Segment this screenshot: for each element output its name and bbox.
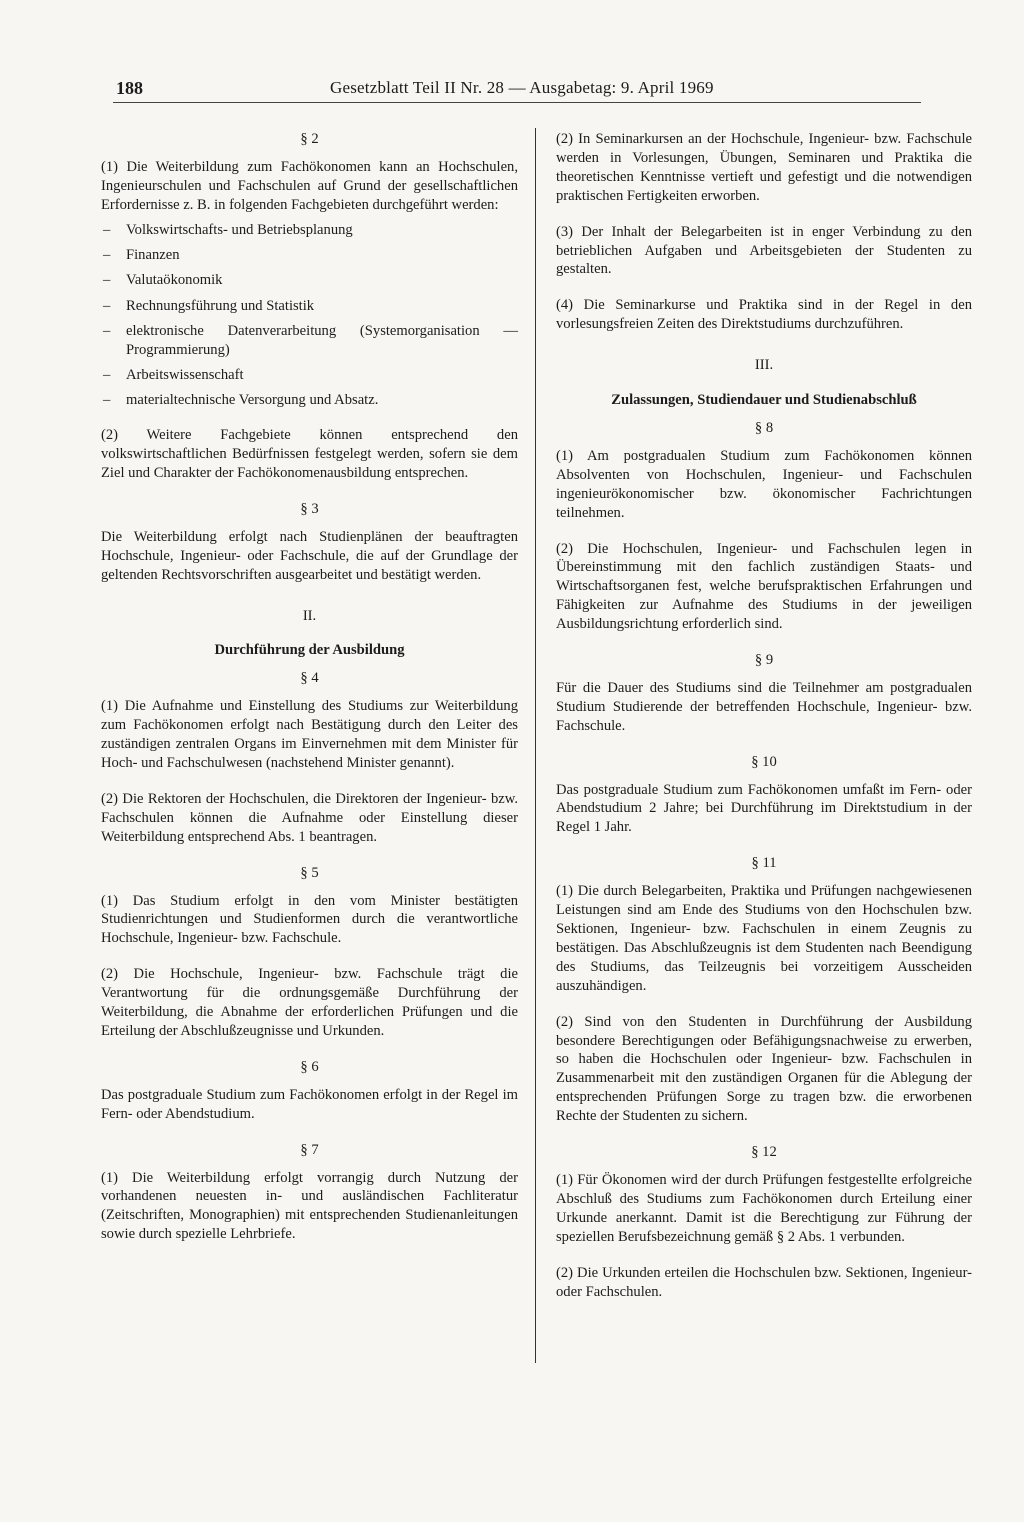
section-heading: § 10 <box>751 753 777 770</box>
paragraph: (1) Die Weiterbildung erfolgt vorrangig durch Nutzung der vorhandenen neuesten in- und ausländischen Fachliteratur (Zeitschriften, Monographien) mit entsprechenden Studienanleitungen sowie durch spezielle Lehrbriefe. <box>101 1169 518 1243</box>
section-heading: § 7 <box>300 1141 319 1158</box>
right-column <box>556 130 972 1318</box>
list-item: – materialtechnische Versorgung und Absatz. <box>101 391 518 410</box>
list-item: – Arbeitswissenschaft <box>101 366 518 385</box>
section-heading: § 12 <box>751 1144 777 1161</box>
paragraph: Die Weiterbildung erfolgt nach Studienplänen der beauftragten Hochschule, Ingenieur- oder Fachschule, die auf der Grundlage der geltenden Rechtsvorschriften ausgearbeitet und bestätigt werden. <box>101 528 518 583</box>
paragraph: Das postgraduale Studium zum Fachökonomen umfaßt im Fern- oder Abendstudium 2 Jahre; bei Durchführung im Direktstudium in der Regel 1 Jahr. <box>556 781 972 836</box>
paragraph: (2) Sind von den Studenten in Durchführung der Ausbildung besondere Berechtigungen oder Befähigungsnachweise zu erwerben, so haben die Hochschulen oder Ingenieur- bzw. Fachschulen in Zusammenarbeit mit den zuständigen Organen für die Ablegung der entsprechenden Prüfungen Sorge zu tragen bzw. die erworbenen Rechte der Studenten zu sichern. <box>556 1013 972 1125</box>
list-item: – Finanzen <box>101 246 518 265</box>
list-item: – Rechnungsführung und Statistik <box>101 297 518 316</box>
paragraph: (1) Das Studium erfolgt in den vom Minister bestätigten Studienrichtungen und Studienformen durch die verantwortliche Hochschule, Ingenieur- bzw. Fachschule. <box>101 892 518 947</box>
paragraph: (2) Weitere Fachgebiete können entsprechend den volkswirtschaftlichen Bedürfnissen festgelegt werden, sofern sie dem Ziel und Charakter der Fachökonomenausbildung entsprechen. <box>101 427 518 482</box>
part-title: Durchführung der Ausbildung <box>214 642 405 659</box>
list-item: – elektronische Datenverarbeitung (Systemorganisation — Programmierung) <box>101 322 518 360</box>
paragraph: (1) Für Ökonomen wird der durch Prüfungen festgestellte erfolgreiche Abschluß des Studiums zum Fachökonomen durch Erteilung einer Urkunde anerkannt. Damit ist die Berechtigung zur Führung der speziellen Berufsbezeichnung gemäß § 2 Abs. 1 verbunden. <box>556 1171 972 1245</box>
paragraph: Das postgraduale Studium zum Fachökonomen erfolgt in der Regel im Fern- oder Abendstudium. <box>101 1086 518 1122</box>
paragraph: (2) In Seminarkursen an der Hochschule, Ingenieur- bzw. Fachschule werden in Vorlesungen, Übungen, Seminaren und Praktika die theoretischen Kenntnisse vertieft und gefestigt und die notwendigen praktischen Fertigkeiten erworben. <box>556 131 972 204</box>
subject-list <box>101 221 518 411</box>
paragraph: (1) Die Aufnahme und Einstellung des Studiums zur Weiterbildung zum Fachökonomen erfolgt nach Bestätigung durch den Leiter des zuständigen zentralen Organs im Einvernehmen mit dem Minister für Hoch- und Fachschulwesen (nachstehend Minister genannt). <box>101 698 518 771</box>
section-heading: § 11 <box>751 855 777 872</box>
section-heading: § 5 <box>300 864 319 881</box>
part-numeral: III. <box>754 357 774 374</box>
section-heading: § 9 <box>754 652 774 669</box>
section-heading: § 6 <box>300 1058 319 1075</box>
paragraph: (1) Die durch Belegarbeiten, Praktika und Prüfungen nachgewiesenen Leistungen sind am Ende des Studiums von den Hochschulen bzw. Sektionen, Ingenieur- bzw. Fachschulen in einem Zeugnis zu bestätigen. Das Abschlußzeugnis ist dem Studenten nach Beendigung des Studiums, das Teilzeugnis bei vorzeitigem Ausscheiden auszuhändigen. <box>556 883 972 994</box>
paragraph: (2) Die Urkunden erteilen die Hochschulen bzw. Sektionen, Ingenieur- oder Fachschulen. <box>556 1264 972 1300</box>
paragraph: (1) Am postgradualen Studium zum Fachökonomen können Absolventen von Hochschulen, Ingenieur- und Fachschulen ingenieurökonomischer bzw. ökonomischer Fachrichtungen teilnehmen. <box>556 447 972 521</box>
section-heading: § 3 <box>300 500 319 517</box>
paragraph: (3) Der Inhalt der Belegarbeiten ist in enger Verbindung zu den betrieblichen Aufgaben und Arbeitsgebieten der Studenten zu gestalten. <box>556 223 972 278</box>
part-numeral: II. <box>302 607 317 624</box>
page-number: 188 <box>116 78 143 98</box>
paragraph: (2) Die Hochschule, Ingenieur- bzw. Fachschule trägt die Verantwortung für die ordnungsgemäße Durchführung der Weiterbildung, die Abnahme der erforderlichen Prüfungen und die Erteilung der Abschlußzeugnisse und Urkunden. <box>101 966 518 1039</box>
left-column <box>101 130 518 1261</box>
column-divider <box>535 128 536 1363</box>
paragraph: (1) Die Weiterbildung zum Fachökonomen kann an Hochschulen, Ingenieurschulen und Fachschulen auf Grund der gesellschaftlichen Erfordernisse z. B. in folgenden Fachgebieten durchgeführt werden: <box>101 158 518 213</box>
section-heading: § 2 <box>300 131 319 147</box>
paragraph: (4) Die Seminarkurse und Praktika sind in der Regel in den vorlesungsfreien Zeiten des Direktstudiums durchzuführen. <box>556 297 972 333</box>
section-heading: § 4 <box>300 670 319 687</box>
list-item: – Valutaökonomik <box>101 271 518 290</box>
part-title: Zulassungen, Studiendauer und Studienabschluß <box>611 392 917 409</box>
paragraph: Für die Dauer des Studiums sind die Teilnehmer am postgradualen Studium Studierende der betreffenden Hochschule, Ingenieur- bzw. Fachschule. <box>556 679 972 734</box>
section-heading: § 8 <box>754 419 774 436</box>
gazette-title: Gesetzblatt Teil II Nr. 28 — Ausgabetag: 9. April 1969 <box>330 78 714 97</box>
list-item: – Volkswirtschafts- und Betriebsplanung <box>101 221 518 240</box>
page-header <box>113 76 921 103</box>
paragraph: (2) Die Hochschulen, Ingenieur- und Fachschulen legen in Übereinstimmung mit den fachlich zuständigen Staats- und Wirtschaftsorganen fest, welche berufspraktischen Erfahrungen und Fähigkeiten zur Aufnahme des Studiums in der jeweiligen Ausbildungsrichtung erforderlich sind. <box>556 540 972 633</box>
paragraph: (2) Die Rektoren der Hochschulen, die Direktoren der Ingenieur- bzw. Fachschulen können die Aufnahme oder Einstellung dieser Weiterbildung entsprechend Abs. 1 beantragen. <box>101 790 518 845</box>
